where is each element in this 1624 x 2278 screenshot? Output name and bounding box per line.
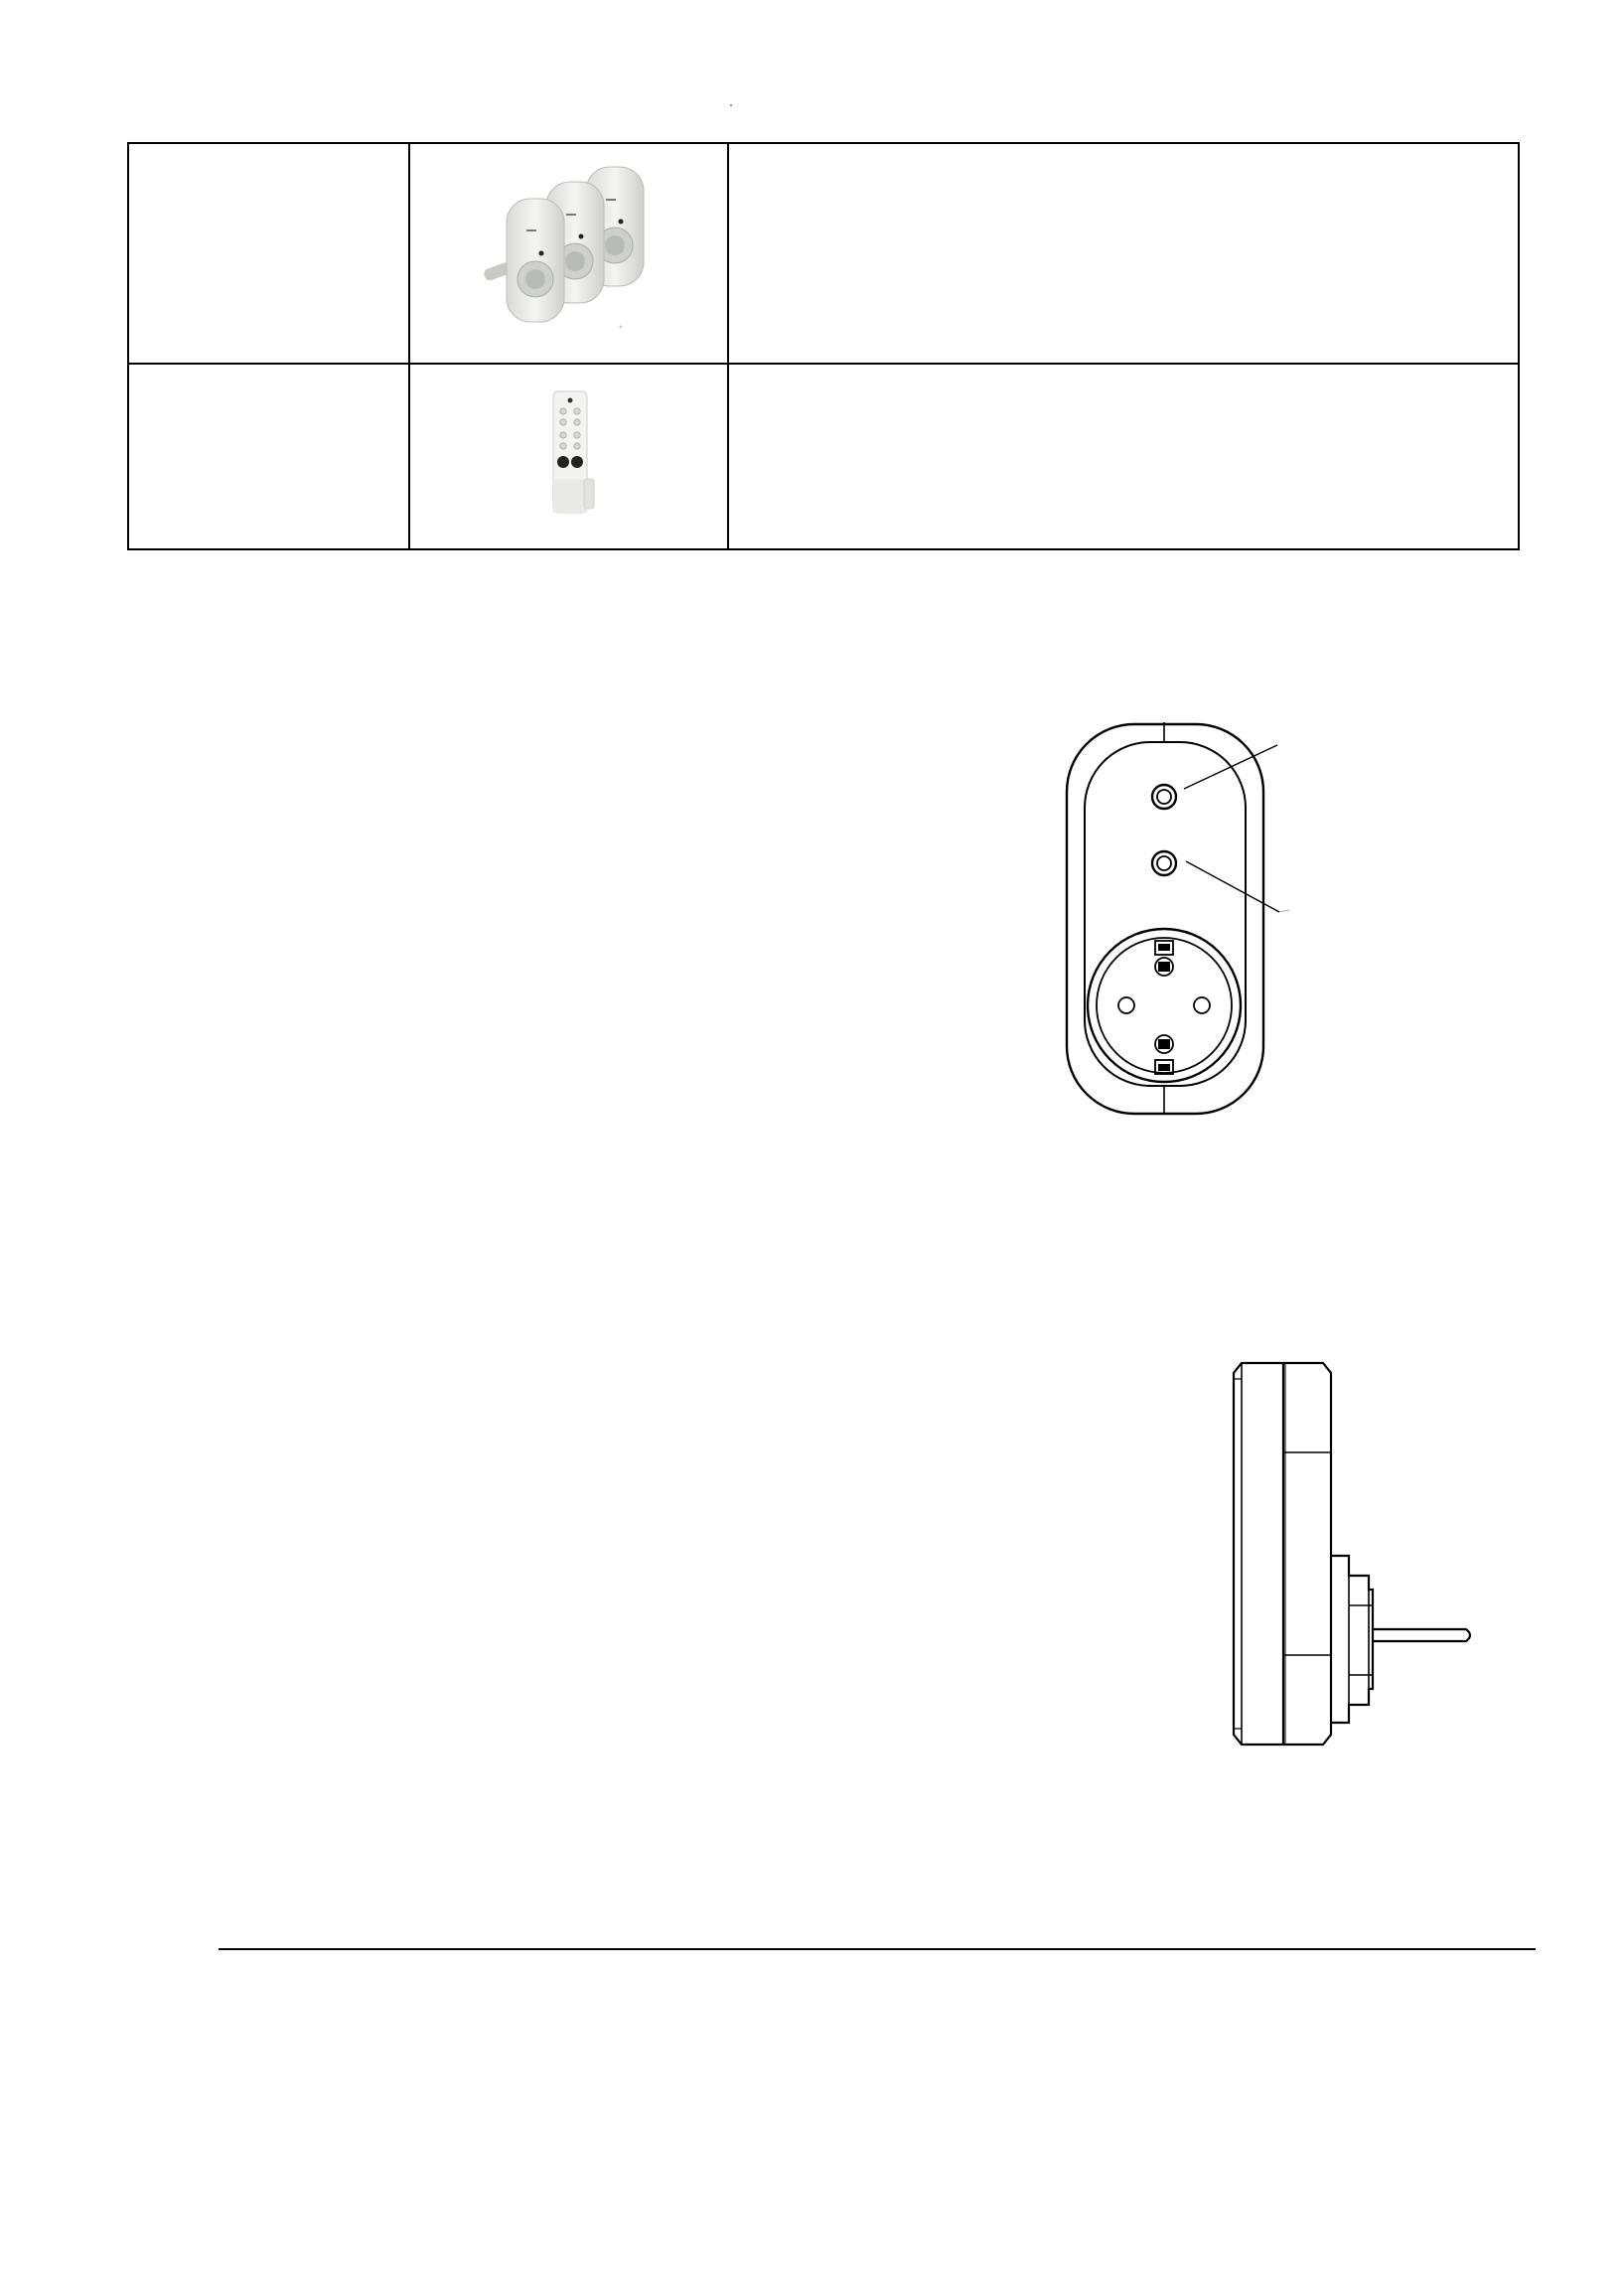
part-name-cell (128, 364, 409, 549)
plug-pin-outline (1373, 1629, 1470, 1641)
socket-front-drawing (1063, 720, 1331, 1118)
plug-body-outline (1331, 1556, 1373, 1723)
power-button-icon (1152, 785, 1176, 809)
part-description-cell (728, 364, 1519, 549)
indicator-led-icon (1152, 851, 1176, 875)
part-name-cell (128, 143, 409, 364)
parts-table (127, 142, 1520, 550)
part-image-cell (409, 364, 728, 549)
socket-side-drawing (1230, 1361, 1488, 1748)
part-image-cell (409, 143, 728, 364)
remote-control-image (539, 389, 599, 519)
housing-outline (1067, 724, 1263, 1114)
footer-rule (219, 1948, 1536, 1950)
socket-adapters-image (482, 164, 656, 338)
table-row (128, 364, 1519, 549)
schuko-socket-icon (1088, 929, 1241, 1082)
table-row (128, 143, 1519, 364)
header-speck (730, 104, 732, 106)
part-description-cell (728, 143, 1519, 364)
